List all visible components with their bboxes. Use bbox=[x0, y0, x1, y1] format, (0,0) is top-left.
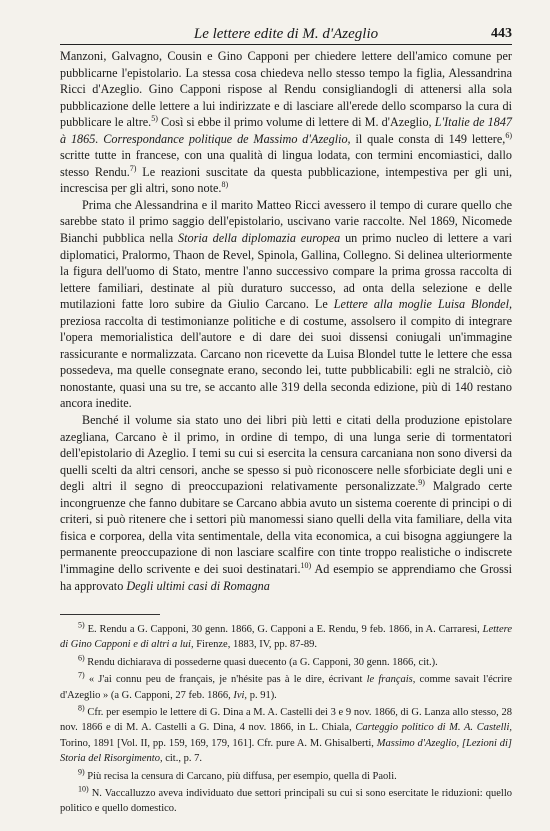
text-run: Firenze, 1883, IV, pp. 87-89. bbox=[193, 639, 318, 651]
text-run: Rendu dichiarava di possederne quasi duecento (a G. Capponi, 30 genn. 1866, cit.). bbox=[84, 656, 438, 668]
paragraph bbox=[60, 412, 512, 594]
page-number: 443 bbox=[491, 26, 512, 41]
paragraph bbox=[60, 197, 512, 412]
note-ref: 7) bbox=[129, 163, 137, 173]
main-text bbox=[60, 48, 512, 594]
text-run: il quale consta di 149 lettere, bbox=[350, 131, 506, 146]
note-ref: 7) bbox=[78, 670, 85, 680]
text-run: Così si ebbe il primo volume di lettere di M. d'Azeglio, bbox=[157, 115, 435, 130]
text-run: E. Rendu a G. Capponi, 30 genn. 1866, G. Capponi a E. Rendu, 9 feb. 1866, in A. Carraresi, bbox=[84, 624, 483, 635]
italic-title: L'Italie de 1847 à 1865. Correspondance politique de Massimo d'Azeglio, bbox=[60, 115, 513, 146]
text-run: « J'ai connu peu de français, je n'hésite pas à le dire, écrivant bbox=[84, 674, 367, 686]
text-run: Prima che Alessandrina e il marito Matteo Ricci avessero il tempo di curare quello che sarebbe stato il primo saggio dell'epistolario, uscivano varie raccolte. Nel 1869, Nicomede Bianchi pubblica nella bbox=[60, 197, 512, 246]
note-ref: 10) bbox=[300, 560, 312, 570]
text-run: un primo nucleo di lettere a vari diplomatici, Pralormo, Thaon de Revel, Spinola, Gallina, Collegno. Si delinea ulteriormente la figura dell'uomo di Stato, mentre l'anno successivo compare la prima grossa raccolta di lettere familiari, destinate al più duraturo successo, ad onta della selezione e delle mutilazioni fatte loro subire da Giulio Carcano. Le bbox=[60, 231, 513, 312]
text-run: cit., p. 7. bbox=[162, 753, 202, 765]
text-run: p. 91). bbox=[247, 689, 277, 701]
text-run: Malgrado certe incongruenze che fanno dubitare se Carcano abbia avuto un sistema coerente di principi o di criteri, si può ritenere che i settori più manomessi siano quelli della vita familiare, della vita fisica e corporea, della vita sentimentale, della vita economica, a cui bisogna aggiungere la permanente preoccupazione di non lasciare scalfire con tinte troppo realistiche o indiscrete l'immagine dello scrivente e dei suoi destinatari. bbox=[60, 479, 512, 576]
text-run: Benché il volume sia stato uno dei libri più letti e citati della produzione epistolare azegliana, Carcano è il primo, in ordine di tempo, di una lunga serie di tormentatori dell'epistolario di Azeglio. I temi su cui si esercita la censura carcaniana non sono diversi da quelli scelti da altri censori, anche se spesso si può riconoscere nelle sforbiciate degli uni e degli altri il segno di preoccupazioni relativamente personalizzate. bbox=[60, 413, 512, 494]
text-run: Cfr. per esempio le lettere di G. Dina a M. A. Castelli dei 3 e 9 nov. 1866, di G. Lanza allo stesso, 28 nov. 1866 e di M. A. Castelli a G. Dina, 4 nov. 1866, in L. Chiala, bbox=[60, 707, 512, 734]
note-ref: 5) bbox=[78, 620, 85, 630]
footnote bbox=[60, 786, 512, 817]
italic-title: Storia della diplomazia europea bbox=[178, 231, 341, 246]
text-run: Ad esempio se apprendiamo che Grossi ha approvato bbox=[60, 561, 512, 593]
text-run: comme savait l'écrire d'Azeglio » (a G. Capponi, 27 feb. 1866, bbox=[60, 674, 512, 701]
footnote-separator bbox=[60, 614, 160, 615]
note-ref: 8) bbox=[78, 703, 85, 713]
footnote bbox=[60, 655, 512, 670]
italic-title: Ivi, bbox=[233, 689, 248, 701]
text-run: N. Vaccalluzzo aveva individuato due settori principali su cui si sono esercitate le riduzioni: quello politico e quello domestico. bbox=[60, 788, 512, 815]
running-title: Le lettere edite di M. d'Azeglio bbox=[193, 26, 379, 42]
italic-title: Carteggio politico di M. A. Castelli, bbox=[355, 722, 512, 734]
text-run: Le reazioni suscitate da questa pubblicazione, intempestiva per gli uni, increscisa per gli altri, sono note. bbox=[60, 164, 512, 196]
paragraph bbox=[60, 48, 512, 197]
text-run: Manzoni, Galvagno, Cousin e Gino Capponi per chiedere lettere dell'amico comune per pubblicarne l'epistolario. La stessa cosa chiedeva nello stesso tempo la figlia, Alessandrina Ricci d'Azeglio. Gino Capponi rispose al Rendu consigliandogli di attenersi alla sola pubblicazione delle lettere a lui indirizzate e di lasciare all'erede dello scomparso la cura di pubblicare le altre. bbox=[60, 49, 512, 130]
text-run: Torino, 1891 [Vol. II, pp. 159, 169, 179, 161]. Cfr. pure A. M. Ghisalberti, bbox=[60, 737, 377, 749]
note-ref: 9) bbox=[78, 767, 85, 777]
running-header bbox=[60, 26, 512, 45]
text-run: preziosa raccolta di testimonianze politiche e di costume, assolsero il compito di integrare l'opera memorialistica dell'autore e di dare dei suoi dissensi coniugali un'immagine rassicurante e normalizzata. Carcano non ricevette da Luisa Blondel tutte le lettere che essa possedeva, ma quelle consegnate erano, secondo lei, tutte pubblicabili: egli ne stralciò, ciò nonostante, quasi una su tre, se accanto alle 319 della seconda edizione, più di 140 restano ancora inedite. bbox=[60, 313, 512, 411]
footnotes bbox=[60, 622, 512, 819]
note-ref: 5) bbox=[151, 114, 158, 124]
footnote bbox=[60, 622, 512, 653]
italic-title: Lettere di Gino Capponi e di altri a lui, bbox=[60, 624, 512, 651]
footnote bbox=[60, 705, 512, 767]
note-ref: 6) bbox=[505, 130, 512, 140]
note-ref: 6) bbox=[78, 653, 85, 663]
text-run: scritte tutte in francese, con una qualità di lingua lodata, con termini encomiastici, dallo stesso Rendu. bbox=[60, 148, 512, 179]
italic-title: Massimo d'Azeglio, [Lezioni di] Storia del Risorgimento, bbox=[60, 737, 512, 765]
italic-title: Lettere alla moglie Luisa Blondel, bbox=[333, 297, 513, 312]
note-ref: 9) bbox=[418, 478, 425, 488]
footnote bbox=[60, 672, 512, 703]
note-ref: 10) bbox=[78, 784, 89, 794]
italic-title: le français, bbox=[366, 674, 416, 686]
footnote bbox=[60, 769, 512, 784]
italic-title: Degli ultimi casi di Romagna bbox=[126, 578, 270, 593]
note-ref: 8) bbox=[221, 180, 229, 190]
text-run: Più recisa la censura di Carcano, più diffusa, per esempio, quella di Paoli. bbox=[84, 770, 397, 782]
